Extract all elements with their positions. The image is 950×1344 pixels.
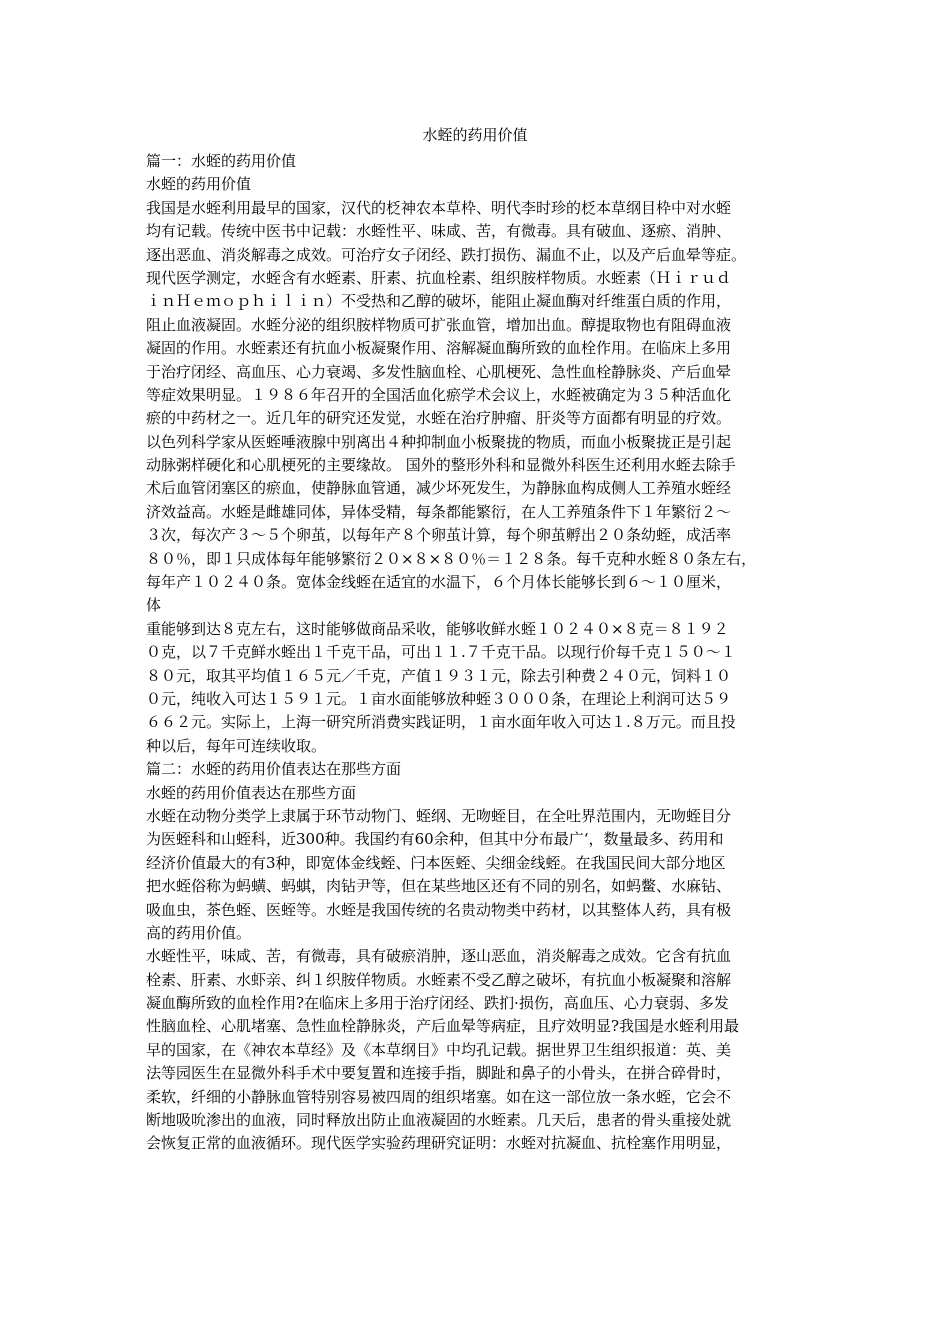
text-line: 现代医学测定，水蛭含有水蛭素、肝素、抗血栓素、组织胺样物质。水蛭素（Ｈｉｒｕｄ [146, 268, 732, 287]
text-line: 性脑血栓、心肌堵塞、急性血栓静脉炎，产后血晕等病症，且疗效明显?我国是水蛭利用最 [146, 1017, 740, 1036]
text-line: 法等园医生在显微外科手术中要复置和连接手指，脚趾和鼻子的小骨头，在拼合碎骨时， [146, 1064, 732, 1083]
text-line: 凝固的作用。水蛭素还有抗血小板凝聚作用、溶解凝血酶所致的血栓作用。在临床上多用 [146, 339, 732, 358]
text-line: 凝血酶所致的血栓作用?在临床上多用于治疗闭经、跌扪·损伤，高血压、心力衰弱、多发 [146, 994, 729, 1013]
text-line: 瘀的中药材之一。近几年的研究还发觉，水蛭在治疗肿瘤、肝炎等方面都有明显的疗效。 [146, 409, 732, 428]
text-line: ０元，纯收入可达１５９１元。１亩水面能够放种蛭３０００条，在理论上利润可达５９ [146, 689, 732, 708]
text-line: ０克，以７千克鲜水蛭出１千克干品，可出１１.７千克干品。以现行价每千克１５０～１ [146, 643, 736, 662]
text-line: ８０％，即１只成体每年能够繁衍２０×８×８０％＝１２８条。每千克种水蛭８０条左右， [146, 549, 757, 568]
text-line: ８０元，取其平均值１６５元／千克，产值１９３１元，除去引种费２４０元，饲料１０ [146, 666, 732, 685]
text-line: 阻止血液凝固。水蛭分泌的组织胺样物质可扩张血管，增加出血。醇提取物也有阻碍血液 [146, 315, 732, 334]
text-line: 重能够到达８克左右，这时能够做商品采收，能够收鲜水蛭１０２４０×８克＝８１９２ [146, 619, 729, 638]
text-line: 吸血虫，茶色蛭、医蛭等。水蛭是我国传统的名贵动物类中药材，以其整体人药，具有极 [146, 900, 732, 919]
text-line: 为医蛭科和山蛭科，近300种。我国约有60余种，但其中分布最广‘，数量最多、药用和 [146, 830, 724, 849]
text-line: 术后血管闭塞区的瘀血，使静脉血管通，减少坏死发生，为静脉血构成侧人工养殖水蛭经 [146, 479, 732, 498]
text-line: ３次，每次产３～５个卵茧，以每年产８个卵茧计算，每个卵茧孵出２０条幼蛭，成活率 [146, 526, 732, 545]
text-line: 水蛭的药用价值 [146, 175, 252, 194]
text-line: 体 [146, 596, 162, 615]
text-line: 早的国家，在《神农本草经》及《本草纲目》中均孔记载。据世界卫生组织报道：英、美 [146, 1040, 732, 1059]
text-line: 以色列科学家从医蛭唾液腺中别离出４种抑制血小板聚拢的物质，而血小板聚拢正是引起 [146, 432, 732, 451]
text-line: 高的药用价值。 [146, 923, 252, 942]
text-line: 水蛭的药用价值表达在那些方面 [146, 783, 357, 802]
text-line: 种以后，每年可连续收取。 [146, 736, 327, 755]
text-line: 水蛭在动物分类学上隶属于环节动物门、蛭纲、无吻蛭目，在全吐界范围内，无吻蛭目分 [146, 806, 732, 825]
text-line: 等症效果明显。１９８６年召开的全国活血化瘀学术会议上，水蛭被确定为３５种活血化 [146, 385, 732, 404]
text-line: 济效益高。水蛭是雌雄同体，异体受精，每条都能繁衍，在人工养殖条件下１年繁衍２～ [146, 502, 732, 521]
text-line: 篇二：水蛭的药用价值表达在那些方面 [146, 760, 402, 779]
text-line: 我国是水蛭利用最早的国家，汉代的柉神农本草枠、明代李时珍的柉本草纲目枠中对水蛭 [146, 198, 732, 217]
text-line: ６６２元。实际上，上海一研究所消费实践证明，１亩水面年收入可达１.８万元。而且投 [146, 713, 736, 732]
text-line: 动脉粥样硬化和心肌梗死的主要缘故。 国外的整形外科和显微外科医生还利用水蛭去除手 [146, 456, 736, 475]
text-line: 水蛭性平，味咸、苦，有微毒，具有破瘀消肿，逐山恶血，消炎解毒之成效。它含有抗血 [146, 947, 732, 966]
text-line: 篇一：水蛭的药用价值 [146, 152, 297, 170]
text-line: 均有记载。传统中医书中记载：水蛭性平、味咸、苦，有微毒。具有破血、逐瘀、消肿、 [146, 222, 732, 241]
text-line: 逐出恶血、消炎解毒之成效。可治疗女子闭经、跌打损伤、漏血不止，以及产后血晕等症。 [146, 245, 747, 264]
text-line: 于治疗闭经、高血压、心力衰竭、多发性脑血栓、心肌梗死、急性血栓静脉炎、产后血晕 [146, 362, 732, 381]
text-line: ｉｎＨｅｍｏｐｈｉｌｉｎ）不受热和乙醇的破坏，能阻止凝血酶对纤维蛋白质的作用， [146, 292, 732, 311]
text-line: 每年产１０２４０条。宽体金线蛭在适宜的水温下，６个月体长能够长到６～１０厘米， [146, 573, 732, 592]
text-line: 会恢复正常的血液循环。现代医学实验药理研究证明：水蛭对抗凝血、抗栓塞作用明显， [146, 1134, 732, 1153]
text-line: 把水蛭俗称为蚂蟥、蚂蜞，肉钻尹等，但在某些地区还有不同的别名，如蚂鳖、水麻钻、 [146, 877, 732, 896]
text-line: 柔软，纤细的小静脉血管特别容易被四周的组织堵塞。如在这一部位放一条水蛭，它会不 [146, 1087, 732, 1106]
text-line: 栓素、肝素、水虾亲、纠１织胺佯物质。水蛭素不受乙醇之破坏，有抗血小板凝聚和溶解 [146, 970, 732, 989]
document-title: 水蛭的药用价值 [422, 126, 528, 144]
text-line: 断地吸吮渗出的血液，同时释放出防止血液凝固的水蛭素。几天后，患者的骨头重接处就 [146, 1111, 732, 1130]
text-line: 经济价值最大的有3种，即宽体金线蛭、闩本医蛭、尖细金线蛭。在我国民间大部分地区 [146, 853, 726, 872]
document-body [146, 150, 816, 1156]
